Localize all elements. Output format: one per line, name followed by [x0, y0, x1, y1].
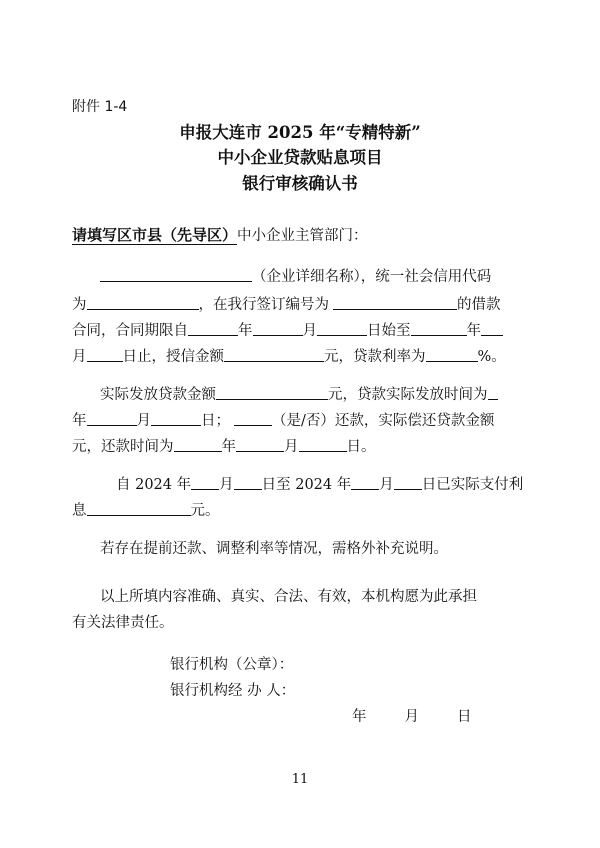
blank-credit-code[interactable]: [87, 296, 199, 310]
addressee-rest: 中小企业主管部门：: [237, 228, 368, 244]
blank-repaid-yes-no[interactable]: [234, 412, 272, 426]
signature-date: [352, 710, 472, 725]
para2-line-3: 元，还款时间为 年 月 日。: [72, 439, 376, 455]
blank-company-name[interactable]: [100, 268, 252, 282]
title-line-2: 中小企业贷款贴息项目: [217, 148, 383, 167]
blank-start-day[interactable]: [317, 322, 367, 336]
blank-end-day[interactable]: [87, 348, 123, 362]
para1-line-4: 月 日止，授信金额 元，贷款利率为 %。: [72, 349, 506, 365]
attachment-label: 附件 1-4: [72, 99, 128, 115]
para3-line-2: 息 元。: [72, 503, 220, 519]
blank-start-year[interactable]: [188, 322, 238, 336]
para3-line-1: 自 2024 年 月 日至 2024 年 月 日已实际支付利: [116, 477, 524, 493]
blank-interest-rate[interactable]: [426, 348, 478, 362]
para4: 若存在提前还款、调整利率等情况，需格外补充说明。: [100, 541, 448, 557]
blank-period-start-day[interactable]: [234, 476, 262, 490]
title-line-1: 申报大连市 2025 年“专精特新”: [179, 123, 421, 142]
blank-disbursed-month[interactable]: [87, 412, 137, 426]
blank-end-month[interactable]: [481, 322, 503, 336]
blank-disbursed-day[interactable]: [151, 412, 201, 426]
signature-org: 银行机构（公章）：: [170, 657, 294, 673]
blank-credit-amount[interactable]: [224, 348, 324, 362]
para5-line-2: 有关法律责任。: [72, 615, 174, 631]
para1-line-1: （企业详细名称），统一社会信用代码: [100, 268, 491, 285]
date-year: 年: [352, 709, 367, 725]
para2-line-2: 年 月 日； （是/否）还款，实际偿还贷款金额: [72, 413, 495, 429]
blank-interest-paid[interactable]: [87, 502, 191, 516]
date-month: 月: [404, 709, 419, 725]
blank-start-month[interactable]: [253, 322, 303, 336]
para5-line-1: 以上所填内容准确、真实、合法、有效，本机构愿为此承担: [100, 589, 477, 605]
blank-repay-day[interactable]: [299, 438, 347, 452]
blank-disbursed-amount[interactable]: [216, 386, 328, 400]
blank-repay-month[interactable]: [236, 438, 284, 452]
signature-person: 银行机构经 办 人：: [170, 683, 296, 699]
para1-line-2: 为 ，在我行签订编号为 的借款: [72, 297, 501, 313]
page-number: 11: [291, 772, 309, 787]
addressee: [72, 228, 368, 244]
blank-repay-year[interactable]: [174, 438, 222, 452]
blank-period-start-month[interactable]: [191, 476, 219, 490]
blank-period-end-day[interactable]: [394, 476, 422, 490]
date-day: 日: [457, 709, 472, 725]
blank-disbursed-time[interactable]: [488, 386, 498, 400]
para2-line-1: 实际发放贷款金额 元，贷款实际发放时间为: [100, 386, 498, 403]
para1-line-3: 合同，合同期限自 年 月 日始至 年: [72, 322, 503, 339]
blank-contract-number[interactable]: [333, 296, 457, 310]
title-line-3: 银行审核确认书: [242, 174, 358, 193]
blank-end-year[interactable]: [411, 322, 467, 336]
blank-period-end-month[interactable]: [351, 476, 379, 490]
addressee-highlight: 请填写区市县（先导区）: [72, 226, 238, 244]
